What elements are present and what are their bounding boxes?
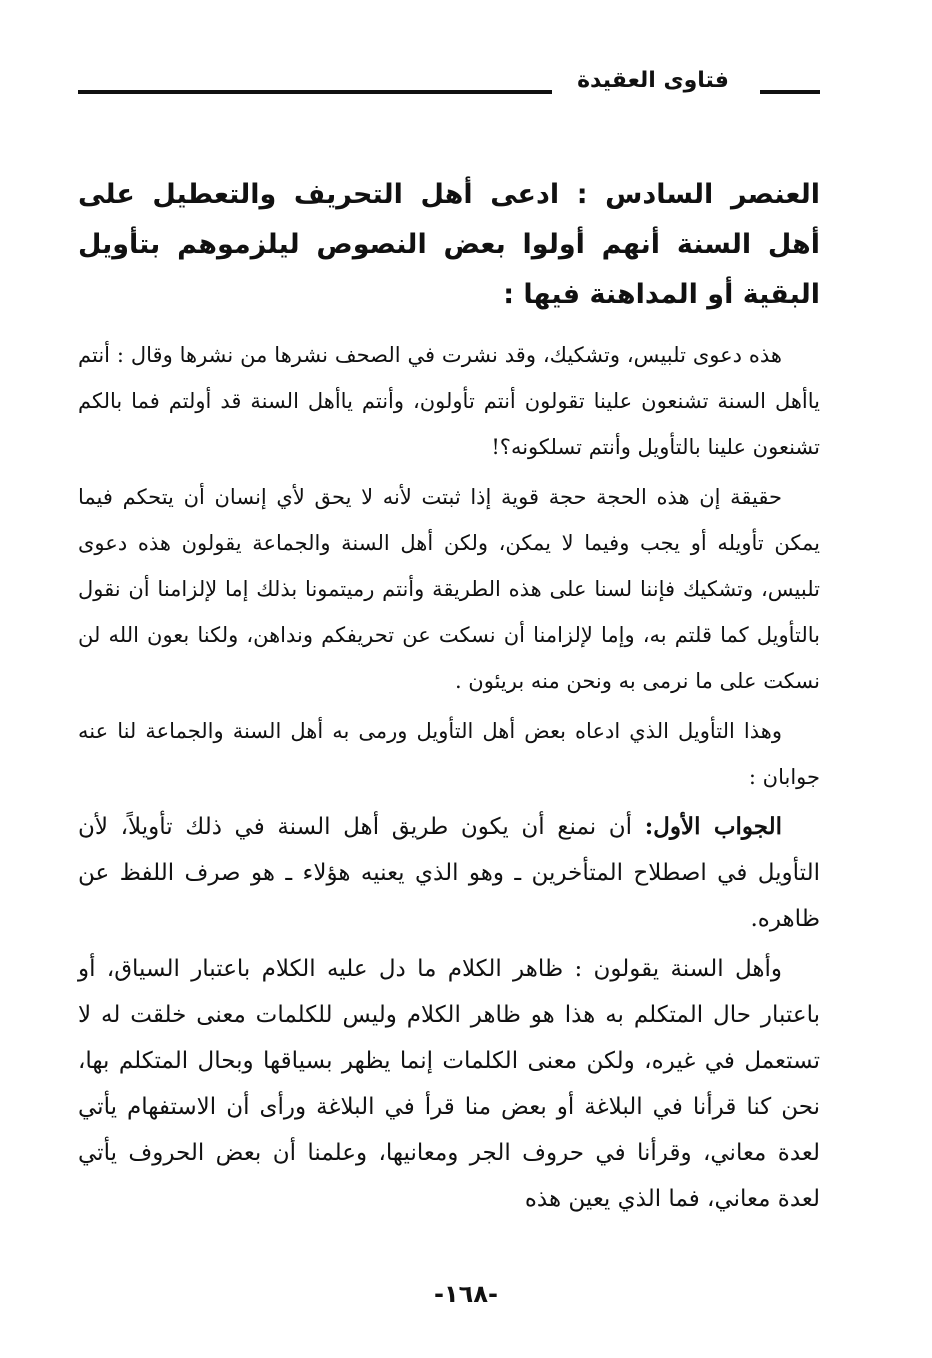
answer-paragraph (78, 804, 820, 942)
final-paragraph: وأهل السنة يقولون : ظاهر الكلام ما دل عليه الكلام باعتبار السياق، أو باعتبار حال المتكلم به هذا هو ظاهر الكلام وليس للكلمات معنى خلقت له لا تستعمل في غيره، ولكن معنى الكلمات إنما يظهر بسياقها وبحال المتكلم بها، نحن كنا قرأنا في البلاغة أو بعض منا قرأ في البلاغة ورأى أن الاستفهام يأتي لعدة معاني، وقرأنا في حروف الجر ومعانيها، وعلمنا أن بعض الحروف يأتي لعدة معاني، فما الذي يعين هذه (78, 956, 820, 1212)
answer-lead: الجواب الأول: (644, 813, 782, 840)
header-title: فتاوى العقيدة (577, 68, 729, 93)
header-rule-long (78, 90, 552, 94)
paragraph-2: حقيقة إن هذه الحجة حجة قوية إذا ثبتت لأنه لا يحق لأي إنسان أن يتحكم فيما يمكن تأويله أو يجب وفيما لا يمكن، ولكن أهل السنة والجماعة يقولون هذه دعوى تلبيس، وتشكيك فإننا لسنا على هذه الطريقة وأنتم رميتمونا بذلك إما لإلزامنا أن نقول بالتأويل كما قلتم به، وإما لإلزامنا أن نسكت عن تحريفكم ونداهن، ولكنا بعون الله لن نسكت على ما نرمى به ونحن منه بريئون . (78, 485, 820, 693)
paragraph-1: هذه دعوى تلبيس، وتشكيك، وقد نشرت في الصحف نشرها من نشرها وقال : أنتم ياأهل السنة تشنعون علينا تقولون أنتم تأولون، وأنتم ياأهل السنة قد أولتم فما بالكم تشنعون علينا بالتأويل وأنتم تسلكونه؟! (78, 343, 820, 459)
answer-text: أن نمنع أن يكون طريق أهل السنة في ذلك تأويلاً، لأن التأويل في اصطلاح المتأخرين ـ وهو الذي يعنيه هؤلاء ـ هو صرف اللفظ عن ظاهره. (78, 814, 820, 932)
page-body (78, 170, 820, 1226)
header-rule-short (760, 90, 820, 94)
paragraph-3: وهذا التأويل الذي ادعاه بعض أهل التأويل ورمى به أهل السنة والجماعة لنا عنه جوابان : (78, 719, 820, 789)
running-header (78, 62, 820, 102)
section-heading: العنصر السادس : ادعى أهل التحريف والتعطيل على أهل السنة أنهم أولوا بعض النصوص ليلزموهم بتأويل البقية أو المداهنة فيها : (78, 179, 820, 310)
page-number: -١٦٨- (434, 1280, 498, 1308)
